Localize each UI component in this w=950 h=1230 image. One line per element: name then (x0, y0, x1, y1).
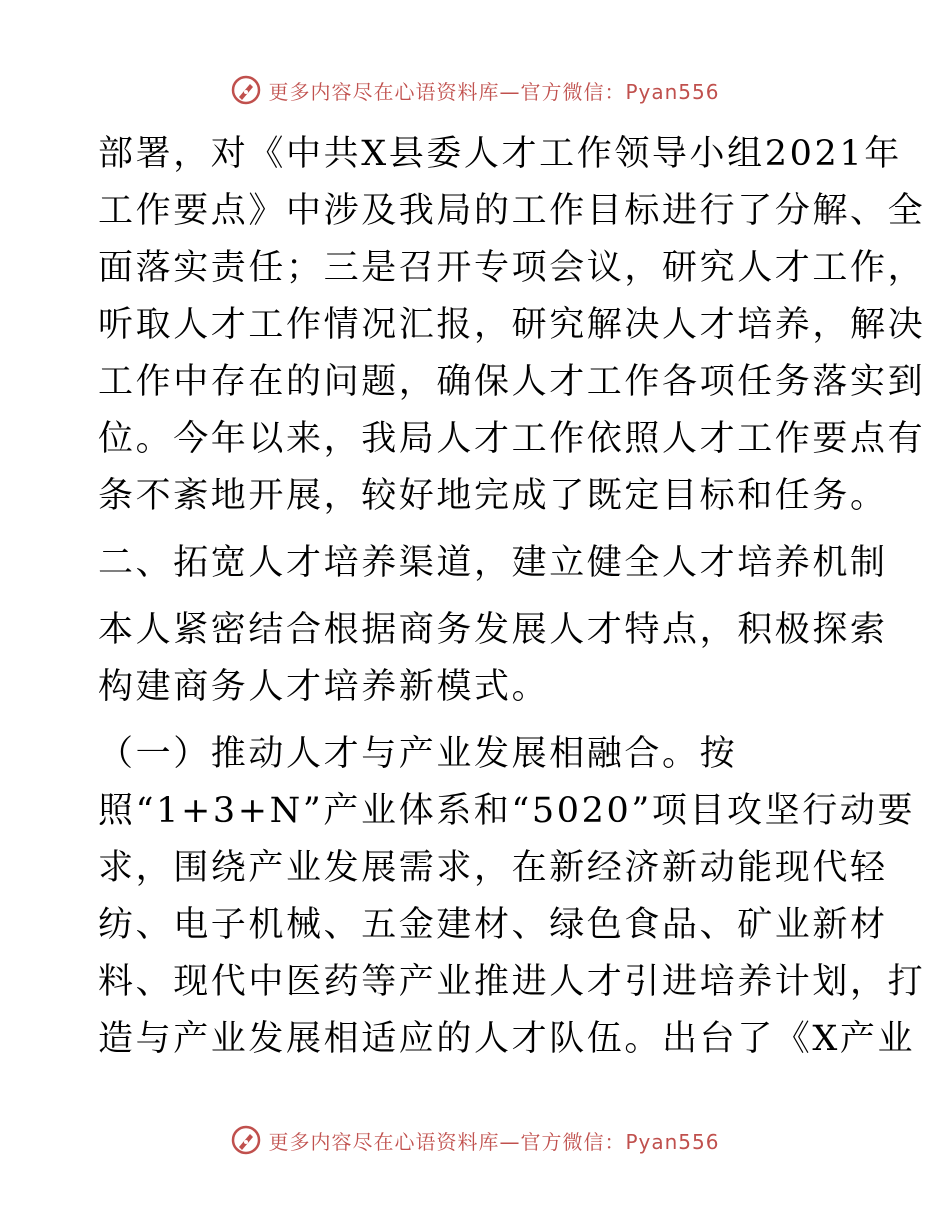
body-line: 照“1+3+N”产业体系和“5020”项目攻坚行动要 (98, 791, 916, 831)
footer-watermark-text: 更多内容尽在心语资料库—官方微信：Pyan556 (268, 1129, 720, 1154)
pen-logo-icon (230, 1124, 262, 1156)
body-line: 听取人才工作情况汇报，研究解决人才培养，解决 (98, 305, 926, 345)
body-line: 造与产业发展相适应的人才队伍。出台了《X产业 (98, 1019, 916, 1059)
body-line: 条不紊地开展，较好地完成了既定目标和任务。 (98, 476, 888, 516)
body-line: 料、现代中医药等产业推进人才引进培养计划，打 (98, 962, 926, 1002)
body-line: 本人紧密结合根据商务发展人才特点，积极探索 (98, 610, 888, 650)
header-watermark-text: 更多内容尽在心语资料库—官方微信：Pyan556 (268, 79, 720, 104)
header-watermark (0, 70, 950, 110)
body-line: 位。今年以来，我局人才工作依照人才工作要点有 (98, 419, 926, 459)
body-line: 求，围绕产业发展需求，在新经济新动能现代轻 (98, 848, 888, 888)
pen-logo-icon (230, 74, 262, 106)
body-line: 面落实责任；三是召开专项会议，研究人才工作， (98, 248, 926, 288)
section-heading: 二、拓宽人才培养渠道，建立健全人才培养机制 (98, 543, 888, 583)
footer-watermark (0, 1120, 950, 1160)
body-line: 部署，对《中共X县委人才工作领导小组2021年 (98, 134, 902, 174)
body-line: 工作要点》中涉及我局的工作目标进行了分解、全 (98, 191, 926, 231)
subsection-heading: （一）推动人才与产业发展相融合。按 (98, 734, 738, 774)
body-line: 构建商务人才培养新模式。 (98, 667, 550, 707)
body-line: 纺、电子机械、五金建材、绿色食品、矿业新材 (98, 905, 888, 945)
body-line: 工作中存在的问题，确保人才工作各项任务落实到 (98, 362, 926, 402)
document-body (98, 126, 926, 1068)
